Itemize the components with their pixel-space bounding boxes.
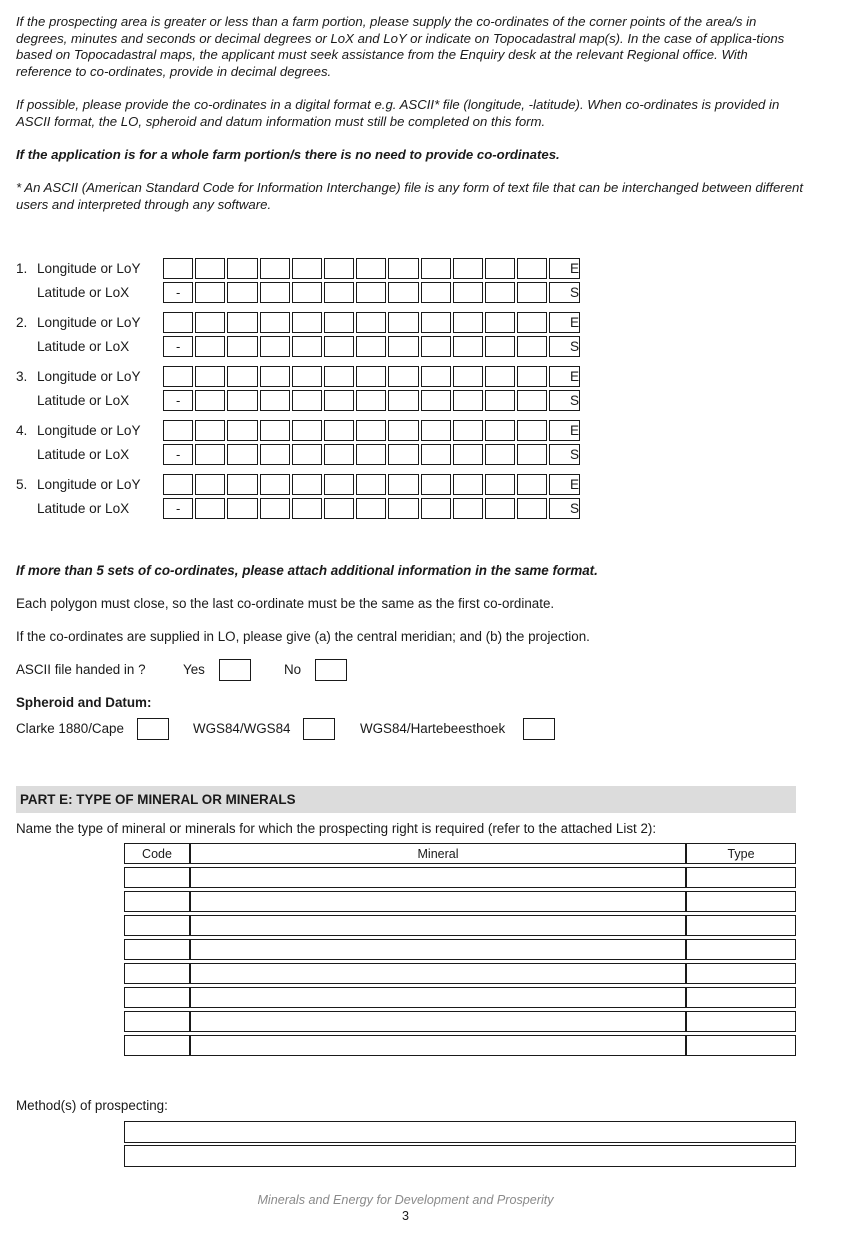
mineral-mineral-cell[interactable]: [190, 1035, 686, 1056]
mineral-type-cell[interactable]: [686, 891, 796, 912]
coordinate-digit-cell[interactable]: [227, 474, 257, 495]
mineral-row: [124, 939, 796, 960]
lo-supplied-note: If the co-ordinates are supplied in LO, please give (a) the central meridian; and (b) the projection.: [16, 629, 590, 644]
longitude-input-cells: [163, 474, 580, 495]
coordinate-digit-cell[interactable]: [324, 444, 354, 465]
east-direction-label: E: [570, 423, 580, 438]
coordinate-digit-cell[interactable]: [517, 312, 547, 333]
latitude-input-cells: [163, 444, 580, 465]
mineral-row: [124, 987, 796, 1008]
coordinate-digit-cell[interactable]: [260, 282, 290, 303]
mineral-type-cell[interactable]: [686, 1035, 796, 1056]
coordinate-digit-cell[interactable]: [260, 474, 290, 495]
coordinate-digit-cell[interactable]: [292, 498, 322, 519]
mineral-row: [124, 915, 796, 936]
mineral-type-cell[interactable]: [686, 939, 796, 960]
coordinate-digit-cell[interactable]: [421, 420, 451, 441]
coordinate-digit-cell[interactable]: [195, 336, 225, 357]
coordinate-digit-cell[interactable]: [517, 336, 547, 357]
latitude-label: Latitude or LoX: [37, 501, 130, 516]
longitude-input-cells: [163, 258, 580, 279]
south-direction-label: S: [570, 501, 580, 516]
longitude-label: Longitude or LoY: [37, 315, 141, 330]
column-header-type: Type: [686, 843, 796, 864]
coordinate-digit-cell[interactable]: [195, 420, 225, 441]
mineral-code-cell[interactable]: [124, 939, 190, 960]
latitude-sign-cell[interactable]: -: [163, 282, 193, 303]
latitude-label: Latitude or LoX: [37, 339, 130, 354]
south-direction-label: S: [570, 393, 580, 408]
latitude-label: Latitude or LoX: [37, 393, 130, 408]
mineral-code-cell[interactable]: [124, 867, 190, 888]
mineral-type-cell[interactable]: [686, 1011, 796, 1032]
coordinate-digit-cell[interactable]: [356, 258, 386, 279]
spheroid-heading: Spheroid and Datum:: [16, 695, 152, 710]
column-header-code: Code: [124, 843, 190, 864]
coordinate-digit-cell[interactable]: [292, 312, 322, 333]
coordinate-digit-cell[interactable]: [421, 444, 451, 465]
coordinate-digit-cell[interactable]: [324, 390, 354, 411]
mineral-row: [124, 867, 796, 888]
coordinate-digit-cell[interactable]: [388, 282, 418, 303]
coordinate-digit-cell[interactable]: [388, 498, 418, 519]
coordinate-digit-cell[interactable]: [421, 498, 451, 519]
mineral-type-cell[interactable]: [686, 987, 796, 1008]
mineral-code-cell[interactable]: [124, 987, 190, 1008]
mineral-row: [124, 963, 796, 984]
coordinate-digit-cell[interactable]: [421, 336, 451, 357]
intro-paragraph-ascii-footnote: * An ASCII (American Standard Code for Information Interchange) file is any form of text file that can be interchanged between different users and interpreted through any software.: [16, 180, 804, 212]
coordinate-digit-cell[interactable]: [260, 420, 290, 441]
coordinate-digit-cell[interactable]: [163, 366, 193, 387]
coordinate-digit-cell[interactable]: [388, 444, 418, 465]
mineral-mineral-cell[interactable]: [190, 915, 686, 936]
intro-paragraph-ascii: If possible, please provide the co-ordinates in a digital format e.g. ASCII* file (longitude, -latitude). When co-ordinates is provided in ASCII format, the LO, spheroid and datum information must still be completed on this form.: [16, 97, 780, 129]
coordinate-digit-cell[interactable]: [163, 420, 193, 441]
coordinate-digit-cell[interactable]: [292, 390, 322, 411]
coordinate-digit-cell[interactable]: [324, 258, 354, 279]
coordinate-digit-cell[interactable]: [227, 258, 257, 279]
mineral-row: [124, 1035, 796, 1056]
south-direction-label: S: [570, 339, 580, 354]
longitude-label: Longitude or LoY: [37, 261, 141, 276]
coordinate-digit-cell[interactable]: [421, 312, 451, 333]
coordinate-digit-cell[interactable]: [227, 312, 257, 333]
coordinate-digit-cell[interactable]: [421, 282, 451, 303]
coordinate-digit-cell[interactable]: [388, 390, 418, 411]
intro-paragraph-coordinates: If the prospecting area is greater or less than a farm portion, please supply the co-ordinates of the corner points of the area/s in degrees, minutes and seconds or decimal degrees or LoX and LoY or indicate on Topocadastral map(s). In the case of applica-tions based on Topocadastral maps, the applicant must seek assistance from the Enquiry desk at the relevant Regional office. With reference to co-ordinates, provide in decimal degrees.: [16, 14, 785, 79]
intro-paragraph-whole-farm: If the application is for a whole farm portion/s there is no need to provide co-ordinates.: [16, 147, 560, 162]
coordinate-digit-cell[interactable]: [356, 474, 386, 495]
coordinate-digit-cell[interactable]: [195, 498, 225, 519]
coordinate-digit-cell[interactable]: [485, 336, 515, 357]
coordinate-digit-cell[interactable]: [356, 336, 386, 357]
ascii-no-checkbox[interactable]: [315, 659, 347, 681]
more-than-five-note: If more than 5 sets of co-ordinates, please attach additional information in the same format.: [16, 563, 598, 578]
coordinate-digit-cell[interactable]: [388, 474, 418, 495]
mineral-type-cell[interactable]: [686, 963, 796, 984]
coordinate-digit-cell[interactable]: [421, 474, 451, 495]
coordinate-digit-cell[interactable]: [453, 258, 483, 279]
spheroid-option-label: Clarke 1880/Cape: [16, 721, 124, 736]
ascii-no-label: No: [284, 662, 302, 677]
mineral-mineral-cell[interactable]: [190, 987, 686, 1008]
coordinate-digit-cell[interactable]: [324, 498, 354, 519]
coordinate-number: 4.: [16, 423, 28, 438]
coordinate-digit-cell[interactable]: [227, 420, 257, 441]
coordinate-digit-cell[interactable]: [485, 390, 515, 411]
coordinate-digit-cell[interactable]: [517, 498, 547, 519]
coordinate-digit-cell[interactable]: [260, 390, 290, 411]
coordinate-digit-cell[interactable]: [324, 420, 354, 441]
coordinate-digit-cell[interactable]: [517, 444, 547, 465]
coordinate-digit-cell[interactable]: [485, 474, 515, 495]
coordinate-digit-cell[interactable]: [453, 312, 483, 333]
mineral-mineral-cell[interactable]: [190, 891, 686, 912]
coordinate-digit-cell[interactable]: [292, 444, 322, 465]
polygon-close-note: Each polygon must close, so the last co-ordinate must be the same as the first co-ordinate.: [16, 596, 555, 611]
coordinate-digit-cell[interactable]: [292, 366, 322, 387]
coordinate-digit-cell[interactable]: [388, 420, 418, 441]
minerals-table-header: [124, 843, 796, 864]
coordinate-digit-cell[interactable]: [260, 366, 290, 387]
part-e-heading: PART E: TYPE OF MINERAL OR MINERALS: [16, 786, 796, 813]
coordinate-digit-cell[interactable]: [517, 258, 547, 279]
coordinate-digit-cell[interactable]: [260, 498, 290, 519]
coordinate-digit-cell[interactable]: [324, 312, 354, 333]
coordinate-digit-cell[interactable]: [324, 336, 354, 357]
part-e-instruction: Name the type of mineral or minerals for which the prospecting right is required (refer to the attached List 2):: [16, 821, 657, 836]
coordinate-digit-cell[interactable]: [260, 258, 290, 279]
coordinate-digit-cell[interactable]: [453, 474, 483, 495]
coordinate-digit-cell[interactable]: [485, 366, 515, 387]
longitude-label: Longitude or LoY: [37, 423, 141, 438]
mineral-mineral-cell[interactable]: [190, 867, 686, 888]
latitude-input-cells: [163, 282, 580, 303]
east-direction-label: E: [570, 315, 580, 330]
coordinate-digit-cell[interactable]: [388, 366, 418, 387]
coordinate-digit-cell[interactable]: [517, 474, 547, 495]
coordinate-digit-cell[interactable]: [195, 474, 225, 495]
coordinate-digit-cell[interactable]: [485, 498, 515, 519]
coordinate-digit-cell[interactable]: [324, 474, 354, 495]
coordinate-digit-cell[interactable]: [227, 444, 257, 465]
coordinate-digit-cell[interactable]: [227, 498, 257, 519]
footer-slogan: Minerals and Energy for Development and Prosperity: [257, 1193, 554, 1207]
coordinate-number: 5.: [16, 477, 28, 492]
coordinate-digit-cell[interactable]: [163, 258, 193, 279]
coordinate-digit-cell[interactable]: [453, 390, 483, 411]
minerals-table: [124, 843, 796, 1056]
coordinate-digit-cell[interactable]: [227, 366, 257, 387]
east-direction-label: E: [570, 261, 580, 276]
latitude-input-cells: [163, 498, 580, 519]
coordinate-digit-cell[interactable]: [324, 366, 354, 387]
coordinate-number: 3.: [16, 369, 28, 384]
coordinate-digit-cell[interactable]: [324, 282, 354, 303]
coordinate-digit-cell[interactable]: [421, 366, 451, 387]
latitude-sign-cell[interactable]: -: [163, 336, 193, 357]
mineral-code-cell[interactable]: [124, 963, 190, 984]
ascii-question-label: ASCII file handed in ?: [16, 662, 146, 677]
longitude-input-cells: [163, 420, 580, 441]
coordinate-digit-cell[interactable]: [356, 420, 386, 441]
spheroid-wgs84-checkbox[interactable]: [303, 718, 335, 740]
coordinate-digit-cell[interactable]: [356, 498, 386, 519]
ascii-yes-label: Yes: [183, 662, 205, 677]
coordinate-digit-cell[interactable]: [260, 312, 290, 333]
latitude-label: Latitude or LoX: [37, 285, 130, 300]
east-direction-label: E: [570, 369, 580, 384]
coordinate-digit-cell[interactable]: [356, 312, 386, 333]
mineral-mineral-cell[interactable]: [190, 1011, 686, 1032]
coordinate-digit-cell[interactable]: [453, 336, 483, 357]
coordinate-digit-cell[interactable]: [421, 390, 451, 411]
latitude-input-cells: [163, 390, 580, 411]
method-input-line[interactable]: [124, 1121, 796, 1143]
coordinate-digit-cell[interactable]: [485, 420, 515, 441]
coordinate-digit-cell[interactable]: [421, 258, 451, 279]
coordinate-digit-cell[interactable]: [292, 474, 322, 495]
east-direction-label: E: [570, 477, 580, 492]
coordinate-digit-cell[interactable]: [260, 336, 290, 357]
coordinate-digit-cell[interactable]: [292, 420, 322, 441]
method-input-line[interactable]: [124, 1145, 796, 1167]
latitude-sign-cell[interactable]: -: [163, 390, 193, 411]
coordinate-digit-cell[interactable]: [453, 282, 483, 303]
coordinate-digit-cell[interactable]: [517, 390, 547, 411]
coordinate-digit-cell[interactable]: [485, 444, 515, 465]
coordinate-digit-cell[interactable]: [485, 312, 515, 333]
coordinate-number: 2.: [16, 315, 28, 330]
latitude-input-cells: [163, 336, 580, 357]
coordinate-digit-cell[interactable]: [356, 390, 386, 411]
latitude-sign-cell[interactable]: -: [163, 498, 193, 519]
mineral-mineral-cell[interactable]: [190, 939, 686, 960]
latitude-label: Latitude or LoX: [37, 447, 130, 462]
coordinate-digit-cell[interactable]: [260, 444, 290, 465]
coordinate-digit-cell[interactable]: [195, 282, 225, 303]
spheroid-option-label: WGS84/WGS84: [193, 721, 291, 736]
coordinate-digit-cell[interactable]: [227, 390, 257, 411]
coordinate-number: 1.: [16, 261, 28, 276]
coordinate-digit-cell[interactable]: [292, 258, 322, 279]
mineral-row: [124, 891, 796, 912]
spheroid-clarke-checkbox[interactable]: [137, 718, 169, 740]
coordinate-digit-cell[interactable]: [227, 336, 257, 357]
coordinate-digit-cell[interactable]: [517, 420, 547, 441]
coordinate-digit-cell[interactable]: [388, 312, 418, 333]
coordinate-digit-cell[interactable]: [356, 282, 386, 303]
mineral-type-cell[interactable]: [686, 867, 796, 888]
spheroid-hartebeesthoek-checkbox[interactable]: [523, 718, 555, 740]
coordinate-digit-cell[interactable]: [195, 366, 225, 387]
coordinate-digit-cell[interactable]: [163, 312, 193, 333]
coordinate-digit-cell[interactable]: [517, 366, 547, 387]
column-header-mineral: Mineral: [190, 843, 686, 864]
mineral-type-cell[interactable]: [686, 915, 796, 936]
coordinate-digit-cell[interactable]: [292, 282, 322, 303]
latitude-sign-cell[interactable]: -: [163, 444, 193, 465]
coordinate-digit-cell[interactable]: [195, 444, 225, 465]
mineral-code-cell[interactable]: [124, 891, 190, 912]
coordinate-digit-cell[interactable]: [292, 336, 322, 357]
coordinate-digit-cell[interactable]: [453, 444, 483, 465]
longitude-label: Longitude or LoY: [37, 477, 141, 492]
coordinate-digit-cell[interactable]: [388, 258, 418, 279]
south-direction-label: S: [570, 447, 580, 462]
mineral-code-cell[interactable]: [124, 1011, 190, 1032]
south-direction-label: S: [570, 285, 580, 300]
coordinate-digit-cell[interactable]: [453, 420, 483, 441]
coordinate-digit-cell[interactable]: [517, 282, 547, 303]
mineral-row: [124, 1011, 796, 1032]
page-number: 3: [401, 1209, 409, 1223]
coordinate-digit-cell[interactable]: [356, 366, 386, 387]
longitude-input-cells: [163, 312, 580, 333]
mineral-code-cell[interactable]: [124, 1035, 190, 1056]
longitude-label: Longitude or LoY: [37, 369, 141, 384]
mineral-code-cell[interactable]: [124, 915, 190, 936]
coordinate-digit-cell[interactable]: [453, 366, 483, 387]
coordinate-digit-cell[interactable]: [195, 390, 225, 411]
longitude-input-cells: [163, 366, 580, 387]
coordinate-digit-cell[interactable]: [195, 258, 225, 279]
coordinate-digit-cell[interactable]: [195, 312, 225, 333]
coordinate-digit-cell[interactable]: [453, 498, 483, 519]
method-label: Method(s) of prospecting:: [16, 1098, 168, 1113]
ascii-yes-checkbox[interactable]: [219, 659, 251, 681]
coordinate-digit-cell[interactable]: [356, 444, 386, 465]
coordinate-digit-cell[interactable]: [485, 258, 515, 279]
mineral-mineral-cell[interactable]: [190, 963, 686, 984]
coordinate-digit-cell[interactable]: [388, 336, 418, 357]
spheroid-option-label: WGS84/Hartebeesthoek: [360, 721, 506, 736]
coordinate-digit-cell[interactable]: [163, 474, 193, 495]
coordinate-digit-cell[interactable]: [227, 282, 257, 303]
coordinate-digit-cell[interactable]: [485, 282, 515, 303]
